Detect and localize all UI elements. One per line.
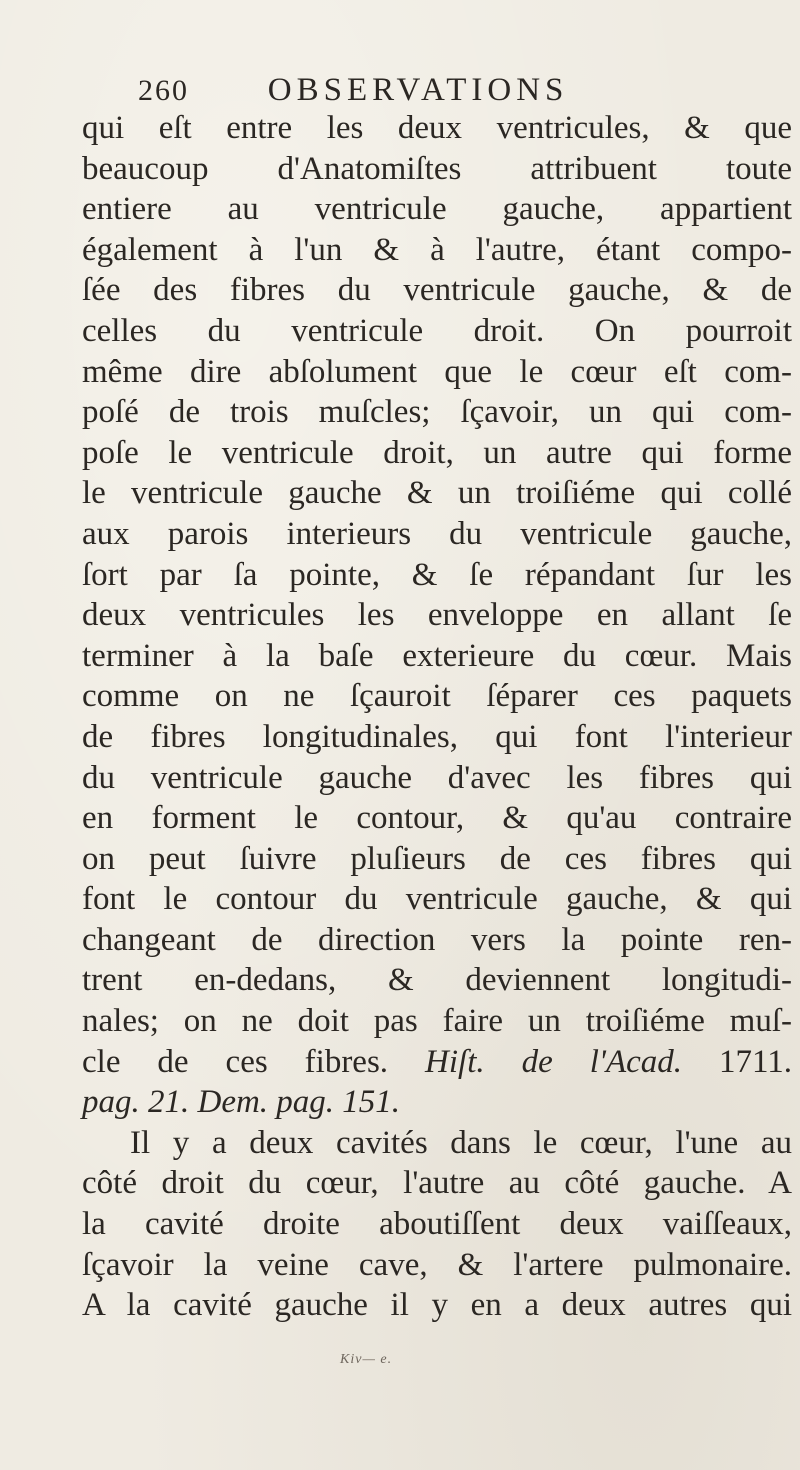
text-line: en forment le contour, & qu'au contraire xyxy=(82,800,792,837)
text-line: comme on ne ſçauroit ſéparer ces paquets xyxy=(82,678,792,715)
text-line: celles du ventricule droit. On pourroit xyxy=(82,312,792,349)
citation-prefix: cle de ces fibres. xyxy=(82,1043,389,1080)
text-line: changeant de direction vers la pointe ren- xyxy=(82,921,792,958)
text-line: ſort par ſa pointe, & ſe répandant ſur les xyxy=(82,556,792,593)
text-line: côté droit du cœur, l'autre au côté gauche. A xyxy=(82,1165,792,1202)
citation-page: pag. 21. xyxy=(82,1084,190,1121)
text-line: poſe le ventricule droit, un autre qui forme xyxy=(82,434,792,471)
text-line: nales; on ne doit pas faire un troiſiéme muſ- xyxy=(82,1003,792,1040)
page-number: 260 xyxy=(138,74,189,107)
citation-line xyxy=(82,1042,792,1083)
text-line: même dire abſolument que le cœur eſt com- xyxy=(82,353,792,390)
citation-source: Hiſt. de l'Acad. xyxy=(425,1043,683,1080)
text-line: le ventricule gauche & un troiſiéme qui collé xyxy=(82,475,792,512)
text-line: entiere au ventricule gauche, appartient xyxy=(82,191,792,228)
text-line: Il y a deux cavités dans le cœur, l'une au xyxy=(130,1124,792,1161)
text-line: on peut ſuivre pluſieurs de ces fibres qui xyxy=(82,840,792,877)
catchword-mark: Kiv— e. xyxy=(340,1352,393,1367)
text-line: terminer à la baſe exterieure du cœur. Mais xyxy=(82,637,792,674)
page-header xyxy=(138,72,698,112)
text-line: la cavité droite aboutiſſent deux vaiſſeaux, xyxy=(82,1206,792,1243)
running-head: OBSERVATIONS xyxy=(267,72,569,108)
text-line: de fibres longitudinales, qui font l'interieur xyxy=(82,718,792,755)
text-line: beaucoup d'Anatomiſtes attribuent toute xyxy=(82,150,792,187)
citation-pages-line xyxy=(82,1082,792,1123)
text-line: font le contour du ventricule gauche, & qui xyxy=(82,881,792,918)
citation-dem: Dem. pag. 151. xyxy=(197,1084,401,1121)
text-line: aux parois interieurs du ventricule gauche, xyxy=(82,515,792,552)
text-line: également à l'un & à l'autre, étant compo- xyxy=(82,231,792,268)
citation-year: 1711. xyxy=(719,1043,793,1080)
text-line: ſée des fibres du ventricule gauche, & de xyxy=(82,272,792,309)
text-line: qui eſt entre les deux ventricules, & que xyxy=(82,110,792,146)
text-line: A la cavité gauche il y en a deux autres qui xyxy=(82,1287,792,1324)
text-line: deux ventricules les enveloppe en allant ſe xyxy=(82,597,792,634)
text-line: poſé de trois muſcles; ſçavoir, un qui com- xyxy=(82,394,792,431)
text-line: ſçavoir la veine cave, & l'artere pulmonaire. xyxy=(82,1246,792,1283)
text-line: trent en-dedans, & deviennent longitudi- xyxy=(82,962,792,999)
body-text xyxy=(82,108,792,1326)
text-line: du ventricule gauche d'avec les fibres qui xyxy=(82,759,792,796)
